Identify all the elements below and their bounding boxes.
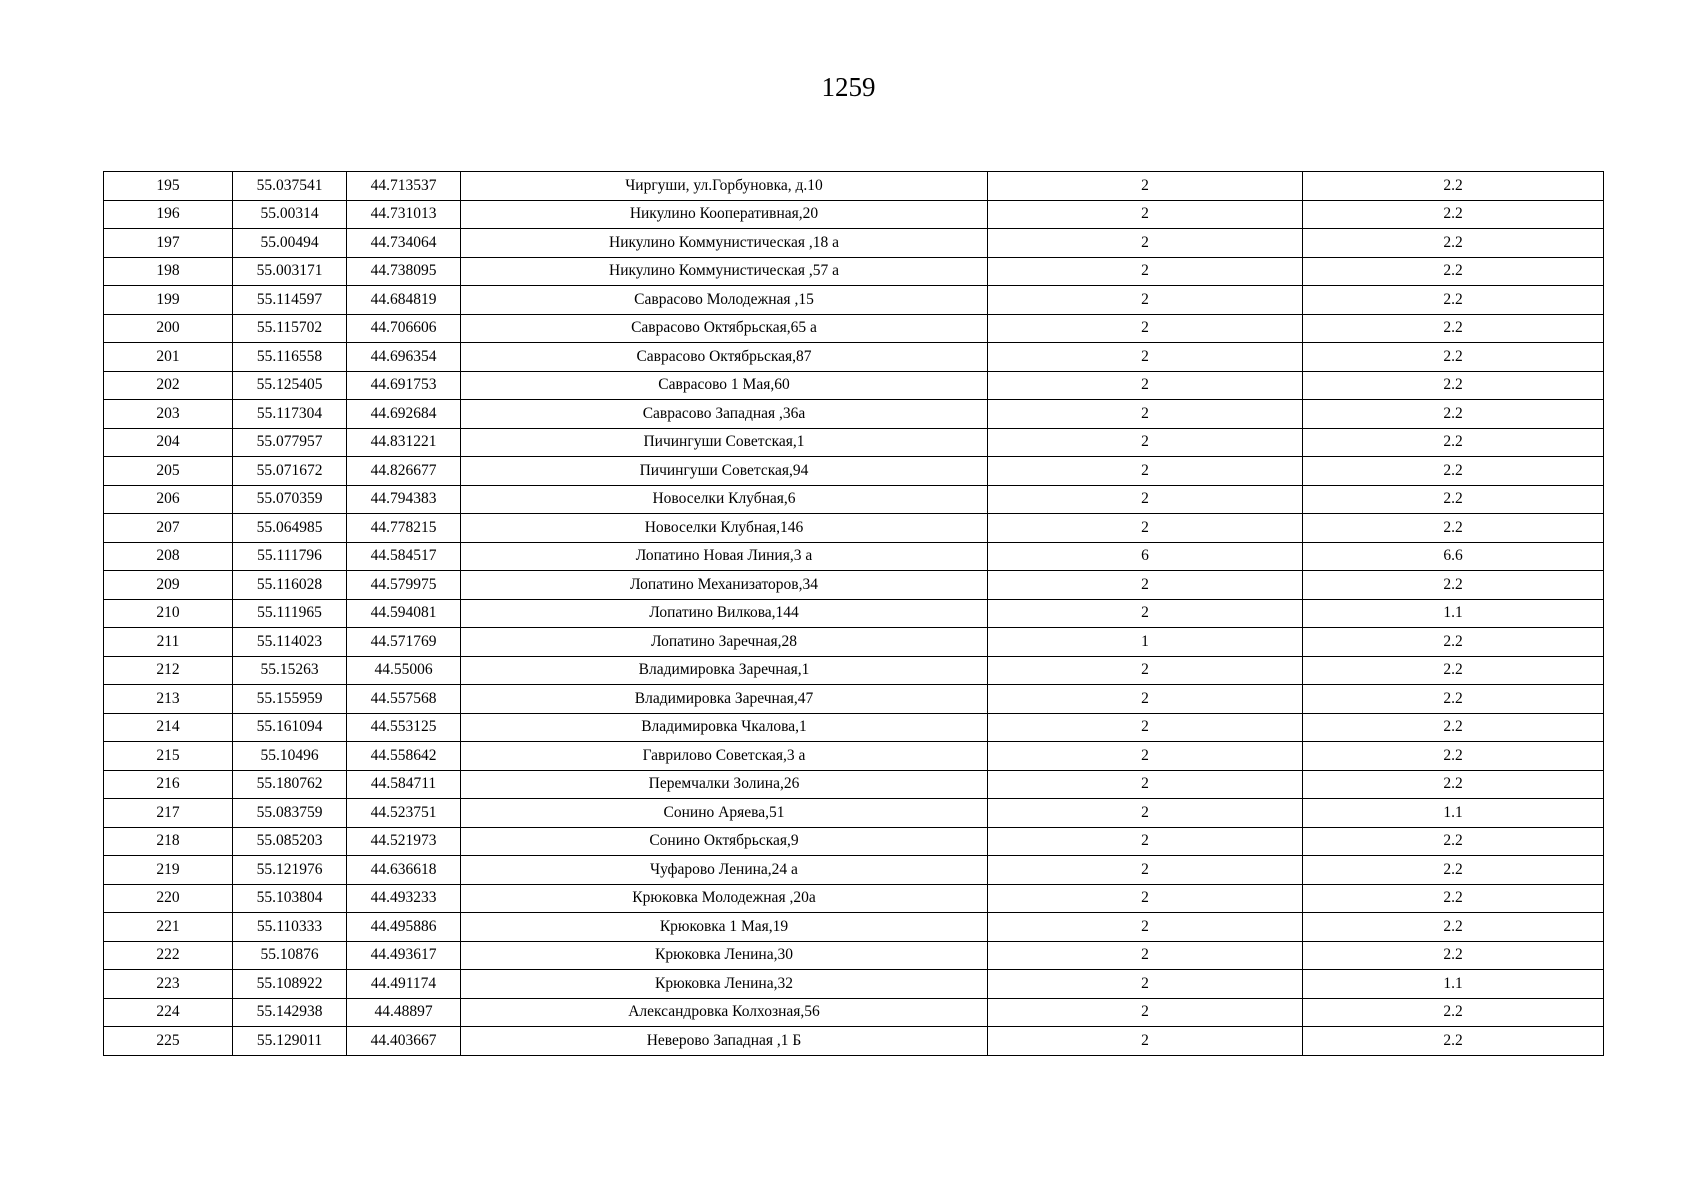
longitude-cell: 44.523751 [347, 799, 461, 828]
table-row [104, 571, 1604, 600]
count-cell: 2 [988, 571, 1303, 600]
latitude-cell: 55.129011 [233, 1027, 347, 1056]
count-cell: 2 [988, 371, 1303, 400]
longitude-cell: 44.584711 [347, 770, 461, 799]
table-row [104, 172, 1604, 201]
count-cell: 2 [988, 685, 1303, 714]
table-row [104, 485, 1604, 514]
address-cell: Чиргуши, ул.Горбуновка, д.10 [461, 172, 988, 201]
count-cell: 6 [988, 542, 1303, 571]
value-cell: 2.2 [1303, 827, 1604, 856]
address-cell: Крюковка Ленина,30 [461, 941, 988, 970]
address-cell: Никулино Кооперативная,20 [461, 200, 988, 229]
count-cell: 2 [988, 1027, 1303, 1056]
longitude-cell: 44.738095 [347, 257, 461, 286]
longitude-cell: 44.636618 [347, 856, 461, 885]
address-cell: Саврасово Октябрьская,87 [461, 343, 988, 372]
row-number-cell: 223 [104, 970, 233, 999]
address-cell: Саврасово Молодежная ,15 [461, 286, 988, 315]
longitude-cell: 44.594081 [347, 599, 461, 628]
longitude-cell: 44.491174 [347, 970, 461, 999]
table-row [104, 941, 1604, 970]
table-row [104, 770, 1604, 799]
table-row [104, 343, 1604, 372]
table-row [104, 827, 1604, 856]
count-cell: 2 [988, 257, 1303, 286]
longitude-cell: 44.831221 [347, 428, 461, 457]
row-number-cell: 216 [104, 770, 233, 799]
count-cell: 1 [988, 628, 1303, 657]
count-cell: 2 [988, 457, 1303, 486]
table-row [104, 742, 1604, 771]
longitude-cell: 44.48897 [347, 998, 461, 1027]
table-row [104, 286, 1604, 315]
row-number-cell: 221 [104, 913, 233, 942]
row-number-cell: 217 [104, 799, 233, 828]
value-cell: 2.2 [1303, 428, 1604, 457]
address-cell: Владимировка Чкалова,1 [461, 713, 988, 742]
address-cell: Неверово Западная ,1 Б [461, 1027, 988, 1056]
row-number-cell: 201 [104, 343, 233, 372]
count-cell: 2 [988, 884, 1303, 913]
value-cell: 2.2 [1303, 514, 1604, 543]
latitude-cell: 55.142938 [233, 998, 347, 1027]
latitude-cell: 55.115702 [233, 314, 347, 343]
latitude-cell: 55.00314 [233, 200, 347, 229]
latitude-cell: 55.10876 [233, 941, 347, 970]
address-cell: Крюковка Молодежная ,20а [461, 884, 988, 913]
latitude-cell: 55.003171 [233, 257, 347, 286]
count-cell: 2 [988, 998, 1303, 1027]
longitude-cell: 44.794383 [347, 485, 461, 514]
address-cell: Никулино Коммунистическая ,18 а [461, 229, 988, 258]
value-cell: 2.2 [1303, 172, 1604, 201]
count-cell: 2 [988, 656, 1303, 685]
longitude-cell: 44.557568 [347, 685, 461, 714]
longitude-cell: 44.403667 [347, 1027, 461, 1056]
value-cell: 2.2 [1303, 343, 1604, 372]
longitude-cell: 44.696354 [347, 343, 461, 372]
value-cell: 2.2 [1303, 770, 1604, 799]
latitude-cell: 55.111965 [233, 599, 347, 628]
address-cell: Александровка Колхозная,56 [461, 998, 988, 1027]
row-number-cell: 198 [104, 257, 233, 286]
value-cell: 2.2 [1303, 200, 1604, 229]
latitude-cell: 55.071672 [233, 457, 347, 486]
row-number-cell: 213 [104, 685, 233, 714]
table-row [104, 314, 1604, 343]
address-cell: Пичингуши Советская,94 [461, 457, 988, 486]
table-row [104, 685, 1604, 714]
address-cell: Крюковка 1 Мая,19 [461, 913, 988, 942]
value-cell: 2.2 [1303, 998, 1604, 1027]
count-cell: 2 [988, 514, 1303, 543]
value-cell: 2.2 [1303, 371, 1604, 400]
longitude-cell: 44.558642 [347, 742, 461, 771]
longitude-cell: 44.706606 [347, 314, 461, 343]
latitude-cell: 55.125405 [233, 371, 347, 400]
table-row [104, 200, 1604, 229]
longitude-cell: 44.826677 [347, 457, 461, 486]
latitude-cell: 55.103804 [233, 884, 347, 913]
longitude-cell: 44.692684 [347, 400, 461, 429]
latitude-cell: 55.155959 [233, 685, 347, 714]
table-row [104, 656, 1604, 685]
longitude-cell: 44.691753 [347, 371, 461, 400]
table-row [104, 428, 1604, 457]
longitude-cell: 44.684819 [347, 286, 461, 315]
latitude-cell: 55.064985 [233, 514, 347, 543]
row-number-cell: 215 [104, 742, 233, 771]
value-cell: 2.2 [1303, 400, 1604, 429]
address-cell: Саврасово Западная ,36а [461, 400, 988, 429]
row-number-cell: 220 [104, 884, 233, 913]
count-cell: 2 [988, 713, 1303, 742]
page-number: 1259 [821, 72, 876, 102]
count-cell: 2 [988, 913, 1303, 942]
longitude-cell: 44.571769 [347, 628, 461, 657]
table-row [104, 628, 1604, 657]
address-cell: Сонино Октябрьская,9 [461, 827, 988, 856]
value-cell: 2.2 [1303, 884, 1604, 913]
row-number-cell: 210 [104, 599, 233, 628]
value-cell: 6.6 [1303, 542, 1604, 571]
row-number-cell: 205 [104, 457, 233, 486]
address-cell: Новоселки Клубная,146 [461, 514, 988, 543]
table-row [104, 713, 1604, 742]
address-cell: Сонино Аряева,51 [461, 799, 988, 828]
value-cell: 2.2 [1303, 742, 1604, 771]
longitude-cell: 44.734064 [347, 229, 461, 258]
count-cell: 2 [988, 200, 1303, 229]
count-cell: 2 [988, 314, 1303, 343]
address-cell: Лопатино Новая Линия,3 а [461, 542, 988, 571]
row-number-cell: 204 [104, 428, 233, 457]
latitude-cell: 55.083759 [233, 799, 347, 828]
longitude-cell: 44.493617 [347, 941, 461, 970]
latitude-cell: 55.114023 [233, 628, 347, 657]
table-row [104, 542, 1604, 571]
value-cell: 2.2 [1303, 286, 1604, 315]
value-cell: 1.1 [1303, 970, 1604, 999]
address-cell: Владимировка Заречная,1 [461, 656, 988, 685]
latitude-cell: 55.114597 [233, 286, 347, 315]
count-cell: 2 [988, 827, 1303, 856]
latitude-cell: 55.085203 [233, 827, 347, 856]
latitude-cell: 55.117304 [233, 400, 347, 429]
longitude-cell: 44.731013 [347, 200, 461, 229]
table-row [104, 799, 1604, 828]
row-number-cell: 218 [104, 827, 233, 856]
table-row [104, 371, 1604, 400]
latitude-cell: 55.077957 [233, 428, 347, 457]
longitude-cell: 44.521973 [347, 827, 461, 856]
value-cell: 2.2 [1303, 1027, 1604, 1056]
latitude-cell: 55.180762 [233, 770, 347, 799]
address-cell: Саврасово Октябрьская,65 а [461, 314, 988, 343]
latitude-cell: 55.108922 [233, 970, 347, 999]
count-cell: 2 [988, 172, 1303, 201]
longitude-cell: 44.713537 [347, 172, 461, 201]
longitude-cell: 44.495886 [347, 913, 461, 942]
row-number-cell: 225 [104, 1027, 233, 1056]
longitude-cell: 44.778215 [347, 514, 461, 543]
table-row [104, 457, 1604, 486]
latitude-cell: 55.00494 [233, 229, 347, 258]
address-cell: Новоселки Клубная,6 [461, 485, 988, 514]
latitude-cell: 55.116028 [233, 571, 347, 600]
longitude-cell: 44.55006 [347, 656, 461, 685]
row-number-cell: 222 [104, 941, 233, 970]
latitude-cell: 55.037541 [233, 172, 347, 201]
row-number-cell: 195 [104, 172, 233, 201]
address-cell: Владимировка Заречная,47 [461, 685, 988, 714]
count-cell: 2 [988, 742, 1303, 771]
longitude-cell: 44.579975 [347, 571, 461, 600]
address-cell: Лопатино Вилкова,144 [461, 599, 988, 628]
address-cell: Никулино Коммунистическая ,57 а [461, 257, 988, 286]
address-cell: Крюковка Ленина,32 [461, 970, 988, 999]
count-cell: 2 [988, 970, 1303, 999]
value-cell: 2.2 [1303, 229, 1604, 258]
row-number-cell: 214 [104, 713, 233, 742]
latitude-cell: 55.121976 [233, 856, 347, 885]
address-cell: Пичингуши Советская,1 [461, 428, 988, 457]
count-cell: 2 [988, 400, 1303, 429]
count-cell: 2 [988, 343, 1303, 372]
table-row [104, 856, 1604, 885]
value-cell: 2.2 [1303, 628, 1604, 657]
count-cell: 2 [988, 770, 1303, 799]
table-row [104, 998, 1604, 1027]
row-number-cell: 203 [104, 400, 233, 429]
table-row [104, 257, 1604, 286]
count-cell: 2 [988, 229, 1303, 258]
row-number-cell: 199 [104, 286, 233, 315]
count-cell: 2 [988, 599, 1303, 628]
row-number-cell: 207 [104, 514, 233, 543]
row-number-cell: 196 [104, 200, 233, 229]
longitude-cell: 44.493233 [347, 884, 461, 913]
value-cell: 2.2 [1303, 941, 1604, 970]
table-row [104, 1027, 1604, 1056]
value-cell: 2.2 [1303, 713, 1604, 742]
value-cell: 2.2 [1303, 314, 1604, 343]
value-cell: 2.2 [1303, 656, 1604, 685]
row-number-cell: 212 [104, 656, 233, 685]
count-cell: 2 [988, 485, 1303, 514]
latitude-cell: 55.15263 [233, 656, 347, 685]
latitude-cell: 55.116558 [233, 343, 347, 372]
address-cell: Лопатино Механизаторов,34 [461, 571, 988, 600]
table-row [104, 229, 1604, 258]
address-cell: Лопатино Заречная,28 [461, 628, 988, 657]
table-row [104, 970, 1604, 999]
latitude-cell: 55.111796 [233, 542, 347, 571]
row-number-cell: 197 [104, 229, 233, 258]
row-number-cell: 208 [104, 542, 233, 571]
count-cell: 2 [988, 856, 1303, 885]
value-cell: 2.2 [1303, 685, 1604, 714]
value-cell: 2.2 [1303, 257, 1604, 286]
value-cell: 1.1 [1303, 799, 1604, 828]
longitude-cell: 44.584517 [347, 542, 461, 571]
value-cell: 2.2 [1303, 913, 1604, 942]
row-number-cell: 211 [104, 628, 233, 657]
row-number-cell: 206 [104, 485, 233, 514]
count-cell: 2 [988, 428, 1303, 457]
latitude-cell: 55.10496 [233, 742, 347, 771]
value-cell: 2.2 [1303, 856, 1604, 885]
data-table [103, 171, 1604, 1056]
address-cell: Саврасово 1 Мая,60 [461, 371, 988, 400]
table-body [104, 172, 1604, 1056]
row-number-cell: 200 [104, 314, 233, 343]
table-row [104, 514, 1604, 543]
value-cell: 2.2 [1303, 457, 1604, 486]
value-cell: 1.1 [1303, 599, 1604, 628]
table-row [104, 913, 1604, 942]
table-row [104, 400, 1604, 429]
address-cell: Чуфарово Ленина,24 а [461, 856, 988, 885]
table-row [104, 599, 1604, 628]
row-number-cell: 224 [104, 998, 233, 1027]
count-cell: 2 [988, 941, 1303, 970]
value-cell: 2.2 [1303, 571, 1604, 600]
latitude-cell: 55.070359 [233, 485, 347, 514]
longitude-cell: 44.553125 [347, 713, 461, 742]
latitude-cell: 55.110333 [233, 913, 347, 942]
row-number-cell: 219 [104, 856, 233, 885]
count-cell: 2 [988, 286, 1303, 315]
value-cell: 2.2 [1303, 485, 1604, 514]
latitude-cell: 55.161094 [233, 713, 347, 742]
address-cell: Гаврилово Советская,3 а [461, 742, 988, 771]
count-cell: 2 [988, 799, 1303, 828]
table-row [104, 884, 1604, 913]
address-cell: Перемчалки Золина,26 [461, 770, 988, 799]
row-number-cell: 202 [104, 371, 233, 400]
row-number-cell: 209 [104, 571, 233, 600]
